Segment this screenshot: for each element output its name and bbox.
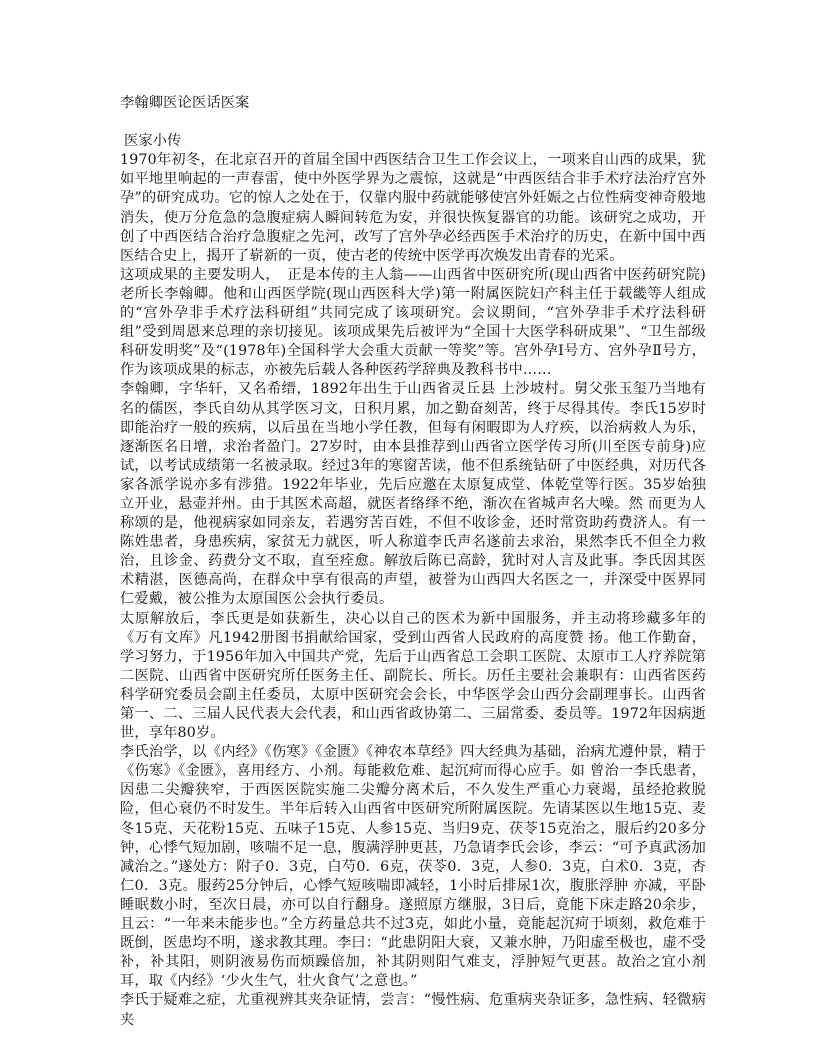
paragraph-3: 李翰卿，字华轩，又名希缙，1892年出生于山西省灵丘县 上沙坡村。舅父张玉玺乃当地有名的儒医，李氏自幼从其学医习文，日积月累，加之勤奋刻苦，终于尽得其传。李氏15岁时即能治疗一般的疾病，以后虽在当地小学任教，但每有闲暇即为人疗疾，以治病救人为乐，逐渐医名日增，求治者盈门。27岁时，由本县推荐到山西省立医学传习所(川至医专前身)应试，以考试成绩第一名被录取。经过3年的寒窗苦读，他不但系统钻研了中医经典，对历代各家各派学说亦多有涉猎。1922年毕业，先后应邀在太原复成堂、体乾堂等行医。35岁始独立开业，悬壶并州。由于其医术高超，就医者络绎不绝，渐次在省城声名大噪。然 而更为人称颂的是，他视病家如同亲友，若遇穷苦百姓，不但不收诊金，还时常资助药费济人。有一陈姓患者，身患疾病，家贫无力就医，听人称道李氏声名遂前去求治，果然李氏不但全力救治，且诊金、药费分文不取，直至痊愈。解放后陈已高龄，犹时对人言及此事。李氏因其医术精湛，医德高尚，在群众中享有很高的声望，被誉为山西四大名医之一，并深受中医界同仁爱戴，被公推为太原国医公会执行委员。 bbox=[120, 381, 706, 608]
blank-line bbox=[120, 113, 706, 132]
paragraph-2: 这项成果的主要发明人， 正是本传的主人翁——山西省中医研究所(现山西省中医药研究院)老所长李翰卿。他和山西医学院(现山西医科大学)第一附属医院妇产科主任于载畿等人组成的“宫外孕非手术疗法科研组”共同完成了该项研究。会议期间，“宫外孕非手术疗法科研组”受到周恩来总理的亲切接见。该项成果先后被评为“全国十大医学科研成果”、“卫生部级科研发明奖”及“(1978年)全国科学大会重大贡献一等奖”等。宫外孕Ⅰ号方、宫外孕Ⅱ号方，作为该项成果的标志，亦被先后载人各种医药学辞典及教科书中…… bbox=[120, 266, 706, 379]
document-page bbox=[120, 94, 706, 1030]
paragraph-6: 李氏于疑难之症，尤重视辨其夹杂证情，尝言：“慢性病、危重病夹杂证多，急性病、轻微病夹 bbox=[120, 992, 706, 1028]
paragraph-1: 1970年初冬，在北京召开的首届全国中西医结合卫生工作会议上，一项来自山西的成果，犹如平地里响起的一声春雷，使中外医学界为之震惊，这就是“中西医结合非手术疗法治疗宫外孕”的研究成功。它的惊人之处在于，仅靠内服中药就能够使宫外妊娠之占位性病变神奇般地消失，使万分危急的急腹症病人瞬间转危为安，并很快恢复器官的功能。该研究之成功，开创了中西医结合治疗急腹症之先河，改写了宫外孕必经西医手术治疗的历史，在新中国中西医结合史上，揭开了崭新的一页，使古老的传统中医学再次焕发出青春的光采。 bbox=[120, 152, 706, 264]
paragraph-5: 李氏治学，以《内经》《伤寒》《金匮》《神农本草经》四大经典为基础，治病尤遵仲景，精于《伤寒》《金匮》，喜用经方、小剂。每能救危难、起沉疴而得心应手。如 曾治一李氏患者，因患二尖瓣狭窄，于西医医院实施二尖瓣分离术后，不久发生严重心力衰竭，虽经抢救脱险，但心衰仍不时发生。半年后转入山西省中医研究所附属医院。先请某医以生地15克、麦冬15克、天花粉15克、五味子15克、人参15克、当归9克、茯苓15克治之，服后约20多分钟，心悸气短加剧，咳喘不足一息，腹满浮肿更甚，乃急请李氏会诊，李云：“可予真武汤加减治之。”遂处方：附子0．3克，白芍0．6克，茯苓0．3克，人参0．3克，白术0．3克，杏仁0．3克。服药25分钟后，心悸气短咳喘即减轻，1小时后排尿1次，腹胀浮肿 亦减，平卧睡眠数小时，至次日晨，亦可以自行翻身。遂照原方继服，3日后，竟能下床走路20余步，且云：“一年来未能步也。”全方药量总共不过3克，如此小量，竟能起沉疴于顷刻，救危难于既倒，医患均不明，遂求教其理。李曰：“此患阴阳大衰，又兼水肿，乃阳虚至极也，虚不受补，补其阳，则阴液易伤而烦躁倍加，补其阴则阳气难支，浮肿短气更甚。故治之宜小剂耳，取《内经》‘少火生气，壮火食气’之意也。” bbox=[120, 744, 706, 990]
document-title: 李翰卿医论医话医案 bbox=[120, 95, 250, 111]
paragraph-4: 太原解放后，李氏更是如获新生，决心以自己的医术为新中国服务，并主动将珍藏多年的《万有文库》凡1942册图书捐献给国家，受到山西省人民政府的高度赞 扬。他工作勤奋，学习努力，于1956年加入中国共产党，先后于山西省总工会职工医院、太原市工人疗养院第二医院、山西省中医研究所任医务主任、副院长、所长。历任主要社会兼职有：山西省医药科学研究委员会副主任委员，太原中医研究会会长，中华医学会山西分会副理事长。山西省第一、二、三届人民代表大会代表，和山西省政协第二、三届常委、委员等。1972年因病逝世，享年80岁。 bbox=[120, 610, 706, 742]
section-heading: 医家小传 bbox=[124, 133, 182, 150]
